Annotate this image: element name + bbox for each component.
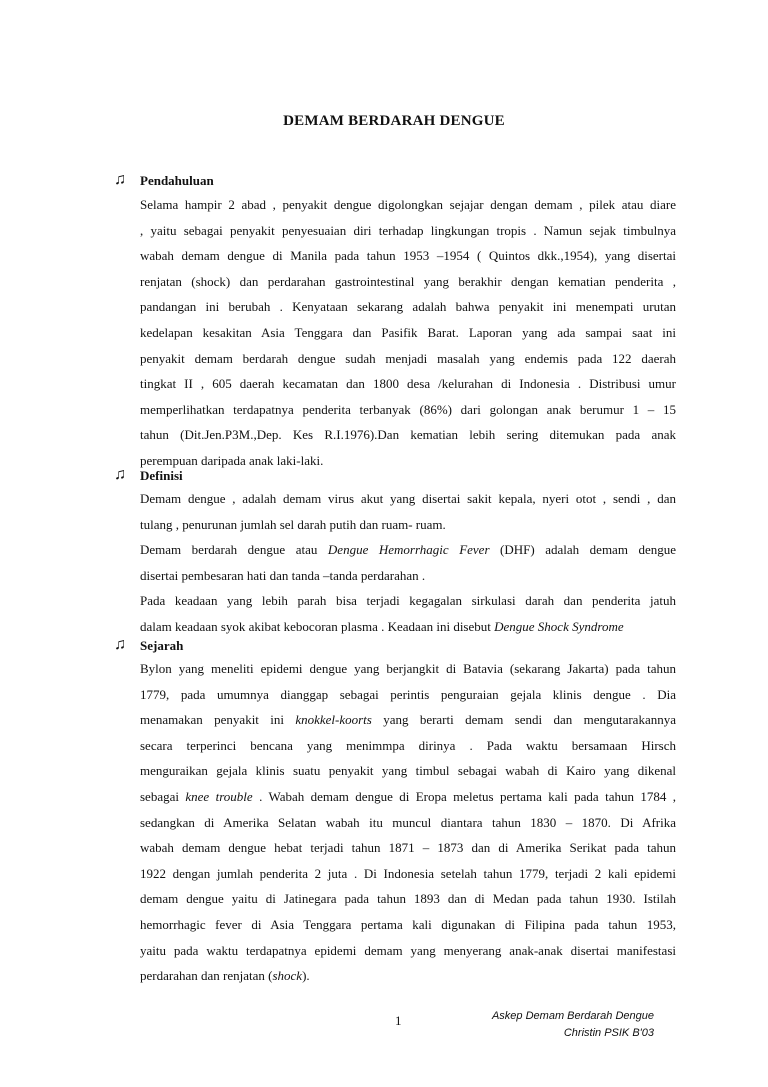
italic-term: knokkel-koorts bbox=[295, 712, 372, 728]
italic-term: Dengue Hemorrhagic Fever bbox=[327, 542, 490, 558]
text-line: Selama hampir 2 abad , penyakit dengue digolongkan sejajar dengan demam , pilek atau diare bbox=[140, 197, 676, 212]
text-line: yaitu pada waktu terdapatnya epidemi demam yang menyerang anak-anak disertai manifestasi bbox=[140, 942, 676, 958]
text-line: wabah demam dengue di Manila pada tahun 1953 –1954 ( Quintos dkk.,1954), yang disertai bbox=[140, 248, 676, 264]
text-line: memperlihatkan terdapatnya penderita terbanyak (86%) dari golongan anak berumur 1 – 15 bbox=[140, 401, 676, 417]
section-heading-sejarah: Sejarah bbox=[140, 638, 184, 653]
footer-author: Christin PSIK B'03 bbox=[563, 1027, 654, 1039]
music-note-icon: ♫ bbox=[114, 466, 126, 483]
section-heading-definisi: Definisi bbox=[140, 468, 183, 483]
footer-title: Askep Demam Berdarah Dengue bbox=[491, 1010, 654, 1022]
text-line: renjatan (shock) dan perdarahan gastrointestinal yang berakhir dengan kematian penderita , bbox=[140, 273, 676, 289]
music-note-icon: ♫ bbox=[114, 636, 126, 653]
music-note-icon: ♫ bbox=[114, 171, 126, 188]
italic-term: Dengue Shock Syndrome bbox=[494, 618, 624, 634]
page-title: DEMAM BERDARAH DENGUE bbox=[283, 113, 505, 129]
text-line: Bylon yang meneliti epidemi dengue yang berjangkit di Batavia (sekarang Jakarta) pada tahun bbox=[140, 661, 676, 676]
page-footer bbox=[492, 1008, 654, 1042]
section-body-definisi bbox=[140, 486, 676, 640]
text-line: Pada keadaan yang lebih parah bisa terjadi kegagalan sirkulasi darah dan penderita jatuh bbox=[140, 593, 676, 609]
text-line: tahun (Dit.Jen.P3M.,Dep. Kes R.I.1976).Dan kematian lebih sering ditemukan pada anak bbox=[140, 427, 676, 443]
text-line bbox=[140, 537, 676, 563]
text-line: hemorrhagic fever di Asia Tenggara pertama kali digunakan di Filipina pada tahun 1953, bbox=[140, 916, 676, 932]
text-line: , yaitu sebagai penyakit penyesuaian diri terhadap lingkungan tropis . Namun sejak timbulnya bbox=[140, 222, 676, 238]
text-run: yang berarti demam sendi dan mengutarakannya bbox=[371, 712, 676, 728]
text-run: menamakan penyakit ini bbox=[140, 712, 296, 728]
text-line: secara terperinci bencana yang menimmpa dirinya . Pada waktu bersamaan Hirsch bbox=[140, 737, 676, 753]
text-line bbox=[140, 707, 676, 733]
text-run: perdarahan dan renjatan ( bbox=[140, 968, 273, 984]
text-line: demam dengue yaitu di Jatinegara pada tahun 1893 dan di Medan pada tahun 1930. Istilah bbox=[140, 891, 676, 907]
text-line: 1922 dengan jumlah penderita 2 juta . Di Indonesia setelah tahun 1779, terjadi 2 kali epidemi bbox=[140, 865, 676, 881]
text-run: sebagai bbox=[140, 788, 186, 804]
text-line bbox=[140, 963, 676, 989]
text-line: tingkat II , 605 daerah kecamatan dan 1800 desa /kelurahan di Indonesia . Distribusi umur bbox=[140, 376, 676, 392]
text-line bbox=[140, 614, 676, 640]
text-run: (DHF) adalah demam dengue bbox=[489, 542, 676, 558]
text-line: pandangan ini berubah . Kenyataan sekarang adalah bahwa penyakit ini menempati urutan bbox=[140, 299, 676, 315]
text-line: perempuan daripada anak laki-laki. bbox=[140, 452, 324, 468]
italic-term: knee trouble bbox=[185, 788, 253, 804]
text-run: Demam berdarah dengue atau bbox=[140, 542, 328, 558]
italic-term: shock bbox=[272, 968, 303, 984]
text-run: dalam keadaan syok akibat kebocoran plasma . Keadaan ini disebut bbox=[140, 618, 495, 634]
text-line bbox=[140, 784, 676, 810]
text-line: sedangkan di Amerika Selatan wabah itu muncul diantara tahun 1830 – 1870. Di Afrika bbox=[140, 814, 676, 830]
text-line: Demam dengue , adalah demam virus akut yang disertai sakit kepala, nyeri otot , sendi , dan bbox=[140, 491, 676, 506]
text-run: ). bbox=[302, 968, 310, 984]
text-line: wabah demam dengue hebat terjadi tahun 1871 – 1873 dan di Amerika Serikat pada tahun bbox=[140, 840, 676, 856]
page-number: 1 bbox=[395, 1013, 402, 1028]
section-body-pendahuluan bbox=[140, 192, 676, 474]
section-heading-pendahuluan: Pendahuluan bbox=[140, 173, 214, 188]
text-line: 1779, pada umumnya dianggap sebagai perintis penguraian gejala klinis dengue . Dia bbox=[140, 686, 676, 702]
text-run: . Wabah demam dengue di Eropa meletus pertama kali pada tahun 1784 , bbox=[252, 788, 677, 804]
text-line: penyakit demam berdarah dengue sudah menjadi masalah yang endemis pada 122 daerah bbox=[140, 350, 676, 366]
section-body-sejarah bbox=[140, 656, 676, 989]
text-line: kedelapan kesakitan Asia Tenggara dan Pasifik Barat. Laporan yang ada sampai saat ini bbox=[140, 324, 676, 340]
text-line: tulang , penurunan jumlah sel darah putih dan ruam- ruam. bbox=[140, 516, 446, 532]
text-line: menguraikan gejala klinis suatu penyakit yang timbul sebagai wabah di Kairo yang dikenal bbox=[140, 763, 676, 779]
text-line: disertai pembesaran hati dan tanda –tanda perdarahan . bbox=[140, 567, 426, 583]
